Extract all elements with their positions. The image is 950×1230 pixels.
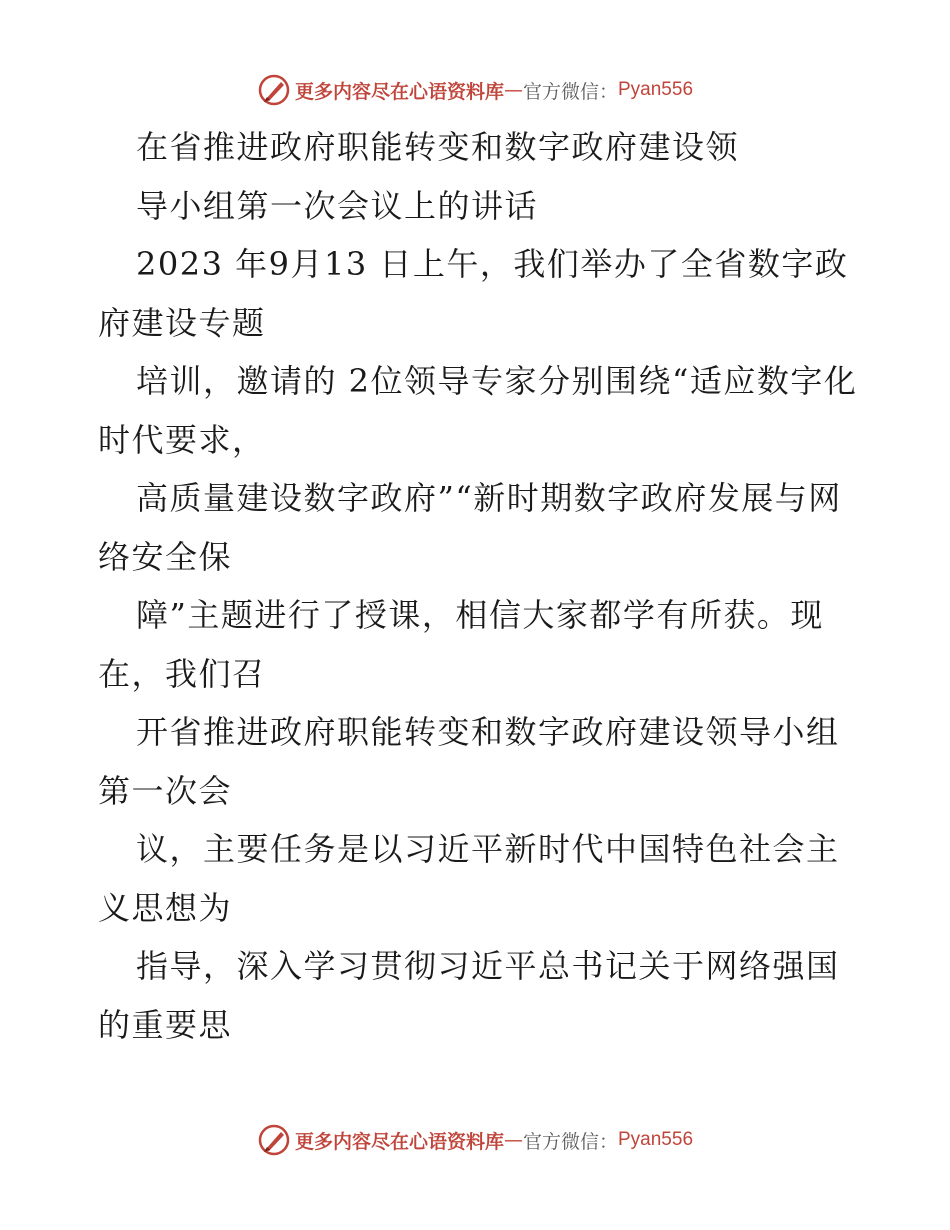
paragraph: 培训，邀请的 2位领导专家分别围绕“适应数字化时代要求，: [98, 362, 858, 459]
paragraph: 2023 年9月13 日上午，我们举办了全省数字政府建设专题: [98, 245, 849, 342]
banner-main-text: 更多内容尽在心语资料库: [294, 80, 504, 103]
banner-dash: —: [503, 79, 523, 101]
quill-pen-logo-icon: [257, 1123, 291, 1157]
document-body: [98, 118, 858, 1054]
paragraph: 指导，深入学习贯彻习近平总书记关于网络强国的重要思: [98, 947, 840, 1044]
banner-wechat-label: 官方微信：: [522, 1130, 618, 1153]
header-watermark-banner: [0, 70, 950, 110]
paragraph-title-line-2: 导小组第一次会议上的讲话: [136, 186, 539, 225]
footer-watermark-banner: [0, 1120, 950, 1160]
banner-wechat-label: 官方微信：: [522, 80, 618, 103]
paragraph-title-line-1: 在省推进政府职能转变和数字政府建设领: [136, 128, 740, 166]
paragraph: 开省推进政府职能转变和数字政府建设领导小组第一次会: [98, 713, 840, 810]
paragraph: 障”主题进行了授课，相信大家都学有所获。现在，我们召: [98, 596, 824, 693]
paragraph: 高质量建设数字政府”“新时期数字政府发展与网络安全保: [98, 479, 842, 576]
banner-dash: —: [503, 1129, 523, 1151]
banner-wechat-id: Pyan556: [618, 79, 694, 100]
quill-pen-logo-icon: [257, 73, 291, 107]
paragraph: 议，主要任务是以习近平新时代中国特色社会主义思想为: [98, 830, 840, 927]
banner-main-text: 更多内容尽在心语资料库: [294, 1130, 504, 1153]
banner-wechat-id: Pyan556: [618, 1129, 694, 1150]
